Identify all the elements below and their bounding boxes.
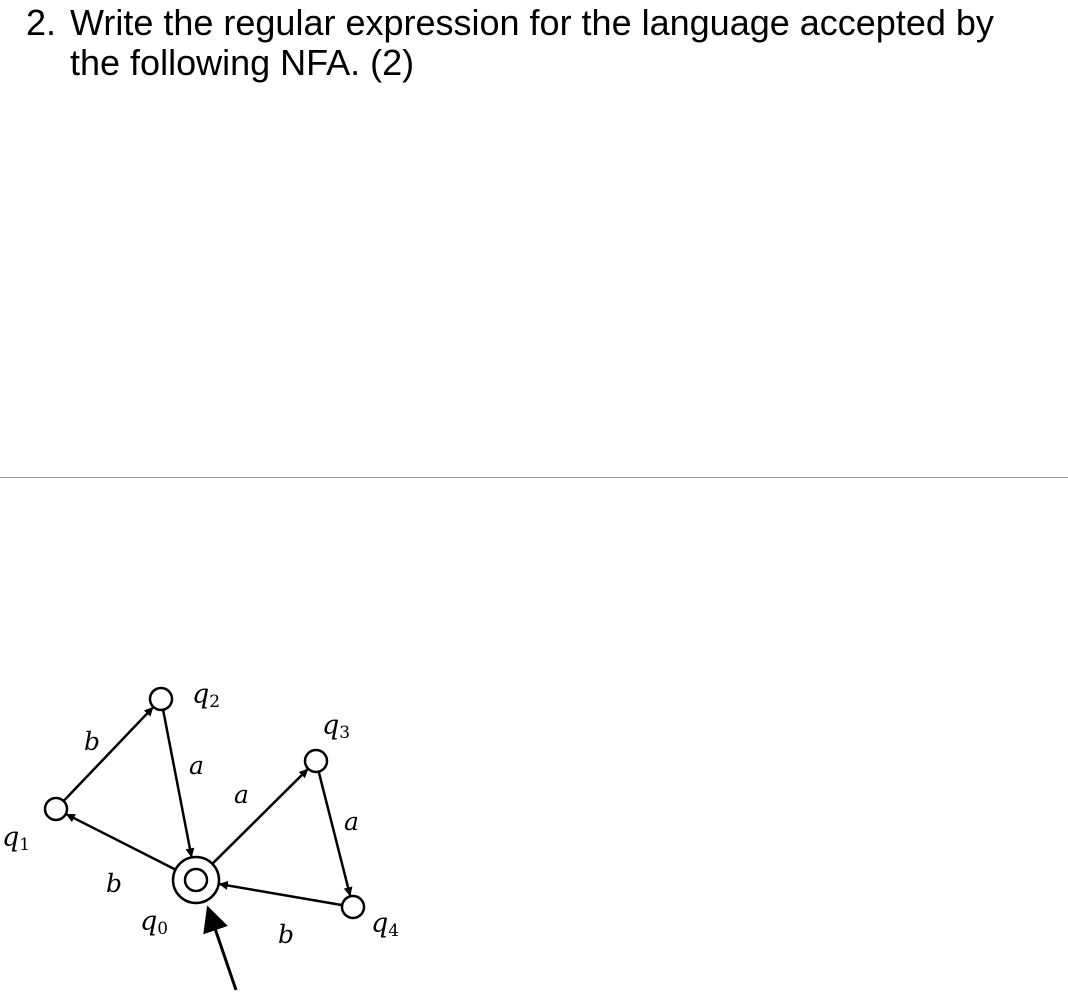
transition-q2-q0 [163, 710, 191, 857]
state-circle-q0 [173, 857, 219, 903]
state-subscript-q1: 1 [19, 835, 31, 855]
divider [0, 477, 1068, 478]
state-label-q2 [192, 679, 220, 712]
state-letter-q3: q [322, 710, 340, 741]
state-letter-q1: q [2, 822, 20, 853]
state-circle-q3 [305, 750, 327, 772]
nfa-diagram [0, 670, 420, 995]
state-circle-q1 [45, 798, 67, 820]
transition-label-q4-q0: b [278, 920, 295, 949]
transition-q4-q0 [220, 884, 343, 905]
state-q0 [173, 857, 219, 903]
transition-q1-q2 [64, 708, 153, 801]
state-letter-q4: q [371, 908, 389, 939]
transition-label-q0-q3: a [234, 780, 249, 809]
state-q2 [150, 688, 172, 710]
question-number: 2. [26, 2, 57, 43]
transition-label-q3-q4: a [344, 807, 359, 836]
state-letter-q0: q [140, 906, 158, 937]
state-label-q0 [140, 906, 168, 939]
state-label-q1 [2, 822, 30, 855]
state-circle-q4 [342, 896, 364, 918]
question [26, 3, 1036, 83]
state-label-q3 [322, 710, 350, 743]
transition-label-q1-q2: b [84, 727, 101, 756]
state-subscript-q3: 3 [339, 723, 351, 743]
state-q4 [342, 896, 364, 918]
transition-q0-q1 [67, 814, 176, 869]
state-q1 [45, 798, 67, 820]
transition-q0-q3 [212, 769, 307, 863]
transition-label-q0-q1: b [106, 869, 123, 898]
transition-label-q2-q0: a [189, 751, 204, 780]
start-arrow [208, 908, 236, 990]
state-subscript-q0: 0 [157, 919, 169, 939]
state-subscript-q2: 2 [209, 692, 221, 712]
state-label-q4 [371, 908, 399, 941]
state-letter-q2: q [192, 679, 210, 710]
state-q3 [305, 750, 327, 772]
question-text: Write the regular expression for the language accepted by the following NFA. (2) [70, 2, 994, 83]
state-circle-q2 [150, 688, 172, 710]
state-subscript-q4: 4 [388, 921, 400, 941]
